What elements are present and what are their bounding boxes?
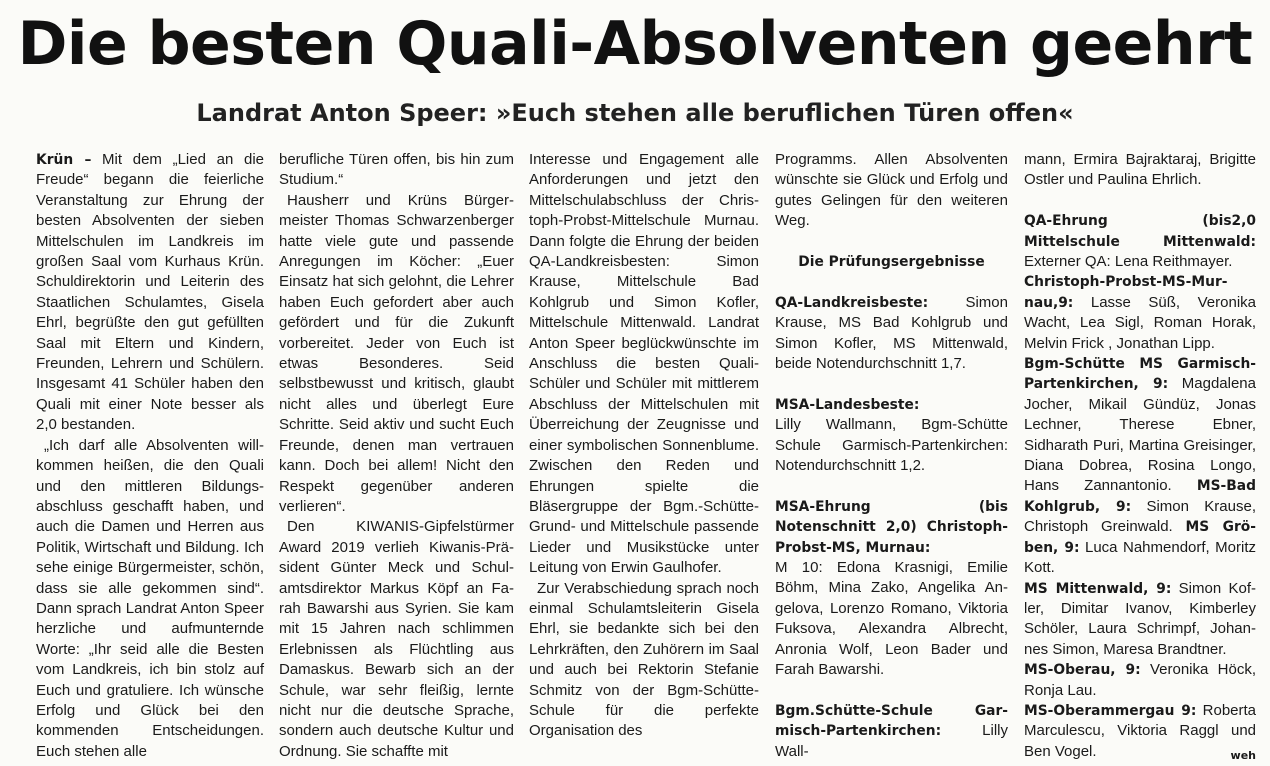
result-entry (1024, 579, 1256, 661)
result-text: Lilly Wallmann, Bgm-Schütte Schule Garmisch-Partenkirchen: Notendurchschnitt 1,2. (775, 416, 1008, 475)
paragraph-text: Mit dem „Lied an die Freude“ begann die feierliche Veranstaltung zur Ehrung der besten Absolventen der sieben Mittelschulen im Landkreis im großen Saal vom Kurhaus Krün. Schuldirektorin und Leiterin des Staatlichen Schulamtes, Gisela Ehrl, begrüßte den gut gefüllten Saal mit Eltern und Kindern, Freunden, Lehrern und Schülern. Insgesamt 41 Schüler haben den Quali mit einer Note besser als 2,0 bestanden. (36, 151, 264, 434)
column-1 (36, 150, 264, 762)
result-label: Bgm-Schütte MS Garmisch-Partenkirchen, 9: (1024, 356, 1256, 393)
paragraph: Den KIWANIS-Gipfelstürmer Award 2019 verlieh Kiwanis-Präsident Günter Meck und Schulamtsdirektor Markus Köpf an Farah Bawarshi aus Syrien. Sie kam mit 15 Jahren nach schlimmen Erlebnissen als Flüchtling aus Damaskus. Bewarb sich an der Schule, war sehr fleißig, lernte nicht nur die deutsche Sprache, sondern auch deutsche Kultur und Ordnung. Sie schaffte mit (279, 518, 514, 760)
result-text: M 10: Edona Krasnigi, Emilie Böhm, Mina Zako, Angelika Angelova, Lorenzo Romano, Viktoria Fuksova, Alexandra Albrecht, Anronia Wolf, Leon Bader und Farah Bawarshi. (775, 559, 1008, 679)
result-label: MS-Bad Kohlgrub, 9: (1024, 478, 1256, 515)
result-text: Lilly Wall- (775, 722, 1008, 760)
column-5 (1024, 150, 1256, 766)
paragraph: Hausherr und Krüns Bürgermeister Thomas Schwarzenberger hatte viele gute und passende Anregungen im Köcher: „Euer Einsatz hat sich gelohnt, die Lehrer haben Euch gefordert aber auch gefördert und für die Zukunft vorbereitet. Jeder von Euch ist etwas Besonderes. Seid selbstbewusst und kritisch, glaubt nicht alles und überlegt Eure Schritte. Seid aktiv und sucht Euch Freunde, denen man vertrauen kann. Doch bei allem! Nicht den Respekt gegenüber anderen verlieren“. (279, 191, 514, 515)
result-label: MS-Oberammergau 9: (1024, 702, 1197, 719)
result-text: Simon Kofler, Dimitar Ivanov, Kimberley Schöler, Laura Schrimpf, Johannes Simon, Maresa Brandtner. (1024, 579, 1256, 658)
paragraph: Interesse und Engagement alle Anforderungen und jetzt den Mittelschulabschluss der Christoph-Probst-Mittelschule Murnau. Dann folgte die Ehrung der beiden QA-Landkreisbesten: Simon Krause, Mittelschule Bad Kohlgrub und Simon Kofler, Mittelschule Mittenwald. Landrat Anton Speer beglückwünschte im Anschluss die besten Quali-Schüler und Schüler mit mittlerem Abschluss der Mittelschulen mit Überreichung der Zeugnisse und einer symbolischen Sonnenblume. Zwischen den Reden und Ehrungen spielte die Bläsergruppe der Bgm.-Schütte-Grund- und Mittelschule passende Lieder und Musikstücke unter Leitung von Erwin Gaulhofer. (529, 151, 759, 577)
result-text: Simon Krause, Christoph Greinwald. (1024, 497, 1256, 536)
result-entry (1024, 211, 1256, 272)
paragraph: „Ich darf alle Absolventen willkommen heißen, die den Quali und den mittleren Bildungsabschluss geschafft haben, und auch die Damen und Herren aus Politik, Wirtschaft und Bildung. Ich sehe einige Bürgermeister, schön, dass sie alle gekommen sind“. Dann sprach Landrat Anton Speer herzliche und aufmunternde Worte: „Ihr seid alle die Besten vom Landkreis, ich bin stolz auf Euch und gratuliere. Ich wünsche Erfolg und Glück bei den kommenden Entscheidungen. Euch stehen alle (36, 436, 264, 760)
result-label: MSA-Ehrung (bis Notenschnitt 2,0) Christoph-Probst-MS, Murnau: (775, 498, 1008, 556)
result-text: Externer QA: Lena Reithmayer. (1024, 253, 1233, 271)
result-label: Bgm.Schütte-Schule Garmisch-Partenkirchen: (775, 702, 1008, 740)
paragraph (36, 150, 264, 436)
paragraph: berufliche Türen offen, bis hin zum Studium.“ (279, 151, 514, 189)
result-label: QA-Landkreisbeste: (775, 294, 929, 311)
result-text: Veronika Höck, Ronja Lau. (1024, 661, 1257, 699)
result-label: MSA-Landesbeste: (775, 396, 920, 413)
column-4 (775, 150, 1008, 762)
result-label: MS-Oberau, 9: (1024, 662, 1141, 679)
results-heading: Die Prüfungsergebnisse (798, 254, 985, 271)
result-text: Luca Nahmendorf, Moritz Kott. (1024, 538, 1257, 577)
paragraph: Zur Verabschiedung sprach noch einmal Schulamtsleiterin Gisela Ehrl, sie bedankte sich bei den Lehrkräften, den Zuhörern im Saal und auch bei Rektorin Stefanie Schmitz von der Bgm-Schütte-Schule für die perfekte Organisation des (529, 579, 759, 740)
result-label: MS Mittenwald, 9: (1024, 580, 1172, 597)
result-label: QA-Ehrung (bis2,0 Mittelschule Mittenwald: (1024, 213, 1256, 250)
headline: Die besten Quali-Absolventen geehrt (17, 9, 1253, 79)
author-signature: weh (1230, 748, 1256, 762)
result-entry (775, 701, 1008, 762)
paragraph: mann, Ermira Bajraktaraj, Brigitte Ostler und Paulina Ehrlich. (1024, 151, 1256, 189)
result-entry (1024, 272, 1256, 354)
subheadline: Landrat Anton Speer: »Euch stehen alle beruflichen Türen offen« (196, 99, 1074, 127)
dateline: Krün – (36, 152, 92, 168)
result-label: MS Gröben, 9: (1024, 519, 1257, 556)
result-entry (775, 497, 1008, 681)
result-text: Magdalena Jocher, Mikail Gündüz, Jonas Lechner, Therese Ebner, Sidharath Puri, Martina Greisinger, Diana Dobrea, Rosina Longo, Hans Zannantonio. (1024, 375, 1256, 495)
result-entry (1024, 354, 1256, 578)
result-text: Lasse Süß, Veronika Wacht, Lea Sigl, Roman Horak, Melvin Frick , Jonathan Lipp. (1024, 293, 1256, 352)
result-entry (1024, 660, 1256, 701)
result-text: Roberta Marculescu, Viktoria Raggl und Ben Vogel. (1024, 701, 1257, 760)
column-2 (279, 150, 514, 762)
result-label: Christoph-Probst-MS-Murnau,9: (1024, 274, 1228, 311)
result-entry (1024, 701, 1256, 762)
paragraph: Programms. Allen Absolventen wünschte sie Glück und Erfolg und gutes Gelingen für den weiteren Weg. (775, 151, 1008, 230)
result-entry (775, 293, 1008, 375)
result-entry (775, 395, 1008, 477)
column-3 (529, 150, 759, 742)
result-text: Simon Krause, MS Bad Kohlgrub und Simon Kofler, MS Mittenwald, beide Notendurchschnitt 1,7. (775, 293, 1008, 373)
